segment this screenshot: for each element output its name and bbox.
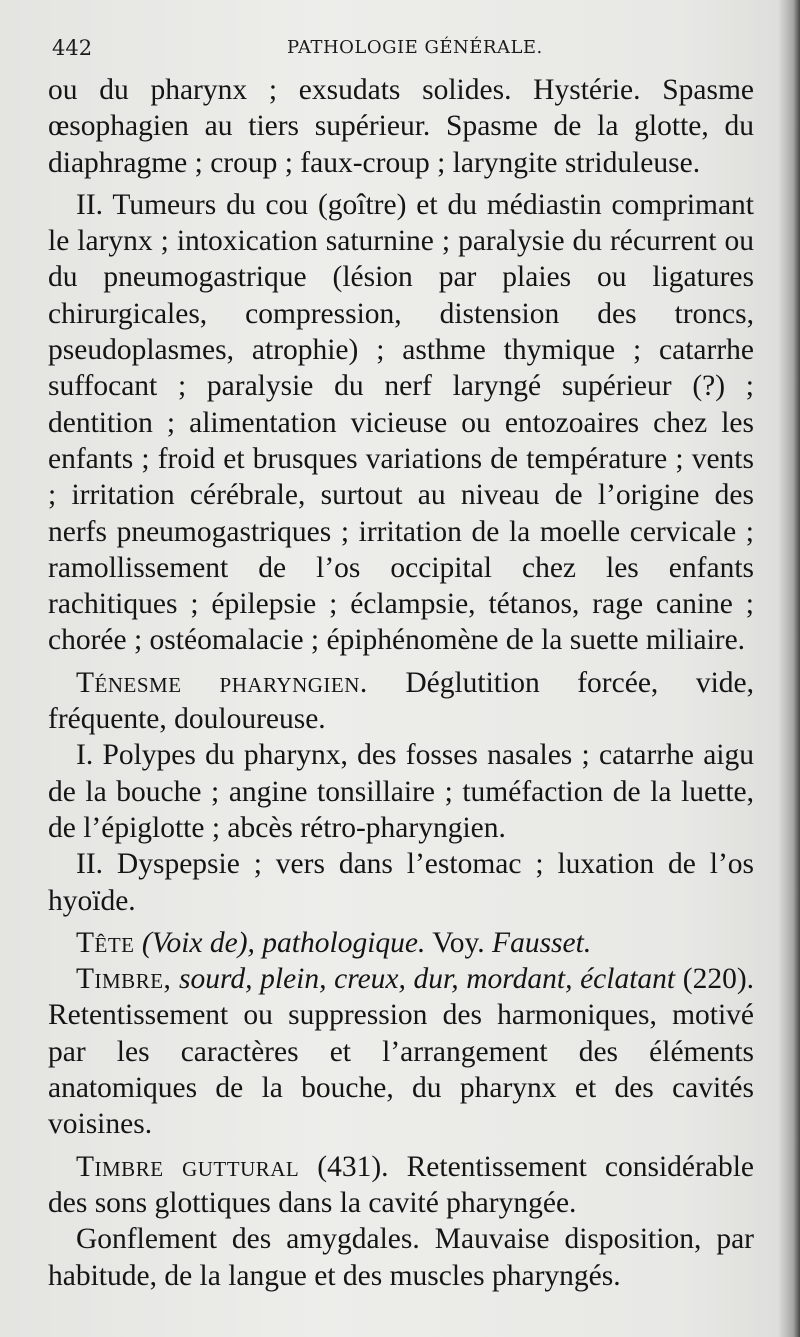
spacer [135, 927, 142, 959]
paragraph-3 [48, 665, 754, 738]
page-body [48, 72, 754, 1294]
spacer [171, 963, 179, 995]
paragraph-9: Gonflement des amygdales. Mauvaise disposition, par habitude, de la langue et des muscles pharyngés. [48, 1223, 754, 1292]
entry-term-tenesme-pharyngien: Ténesme pharyngien. [76, 666, 368, 699]
page-header [52, 36, 752, 64]
entry-text-timbre: (220). Retentissement ou suppression des harmoniques, motivé par les caractères et l’arrangement des éléments anatomiques de la bouche, du pharynx et des cavités voisines. [48, 963, 755, 1141]
paragraph-7 [48, 961, 754, 1142]
paragraph-8 [48, 1149, 754, 1222]
paragraph-1: ou du pharynx ; exsudats solides. Hystérie. Spasme œsophagien au tiers supérieur. Spasme de la glotte, du diaphragme ; croup ; faux-croup ; laryngite striduleuse. [48, 74, 754, 179]
paragraph-5: II. Dyspepsie ; vers dans l’estomac ; luxation de l’os hyoïde. [48, 848, 754, 917]
page-number: 442 [52, 36, 93, 60]
running-title: PATHOLOGIE GÉNÉRALE. [287, 37, 543, 58]
page-spine-shadow [778, 0, 800, 1337]
entry-text-timbre-guttural: (431). Retentissement considérable des sons glottiques dans la cavité pharyngée. [48, 1150, 754, 1219]
entry-voy: Voy. [425, 926, 493, 959]
entry-term-tete: Tête [76, 926, 135, 959]
entry-term-timbre-guttural: Timbre guttural [76, 1150, 300, 1183]
entry-italic-fausset: Fausset. [492, 926, 592, 959]
paragraph-6 [48, 925, 754, 961]
paragraph-2: II. Tumeurs du cou (goître) et du médiastin comprimant le larynx ; intoxication saturnine ; paralysie du récurrent ou du pneumogastrique (lésion par plaies ou ligatures chirurgicales, compression, distension des troncs, pseudoplasmes, atrophie) ; asthme thymique ; catarrhe suffocant ; paralysie du nerf laryngé supérieur (?) ; dentition ; alimentation vicieuse ou entozoaires chez les enfants ; froid et brusques variations de température ; vents ; irritation cérébrale, surtout au niveau de l’origine des nerfs pneumogastriques ; irritation de la moelle cervicale ; ramollissement de l’os occipital chez les enfants rachitiques ; épilepsie ; éclampsie, tétanos, rage canine ; chorée ; ostéomalacie ; épiphénomène de la suette miliaire. [48, 188, 754, 657]
entry-italic-voix: (Voix de), pathologique. [141, 926, 426, 959]
paragraph-4: I. Polypes du pharynx, des fosses nasales ; catarrhe aigu de la bouche ; angine tonsillaire ; tuméfaction de la luette, de l’épiglotte ; abcès rétro-pharyngien. [48, 739, 754, 844]
entry-text-tenesme: Déglutition forcée, vide, fréquente, douloureuse. [48, 666, 754, 736]
entry-italic-timbre-qualities: sourd, plein, creux, dur, mordant, éclatant [179, 963, 676, 996]
entry-term-timbre: Timbre, [76, 963, 172, 996]
